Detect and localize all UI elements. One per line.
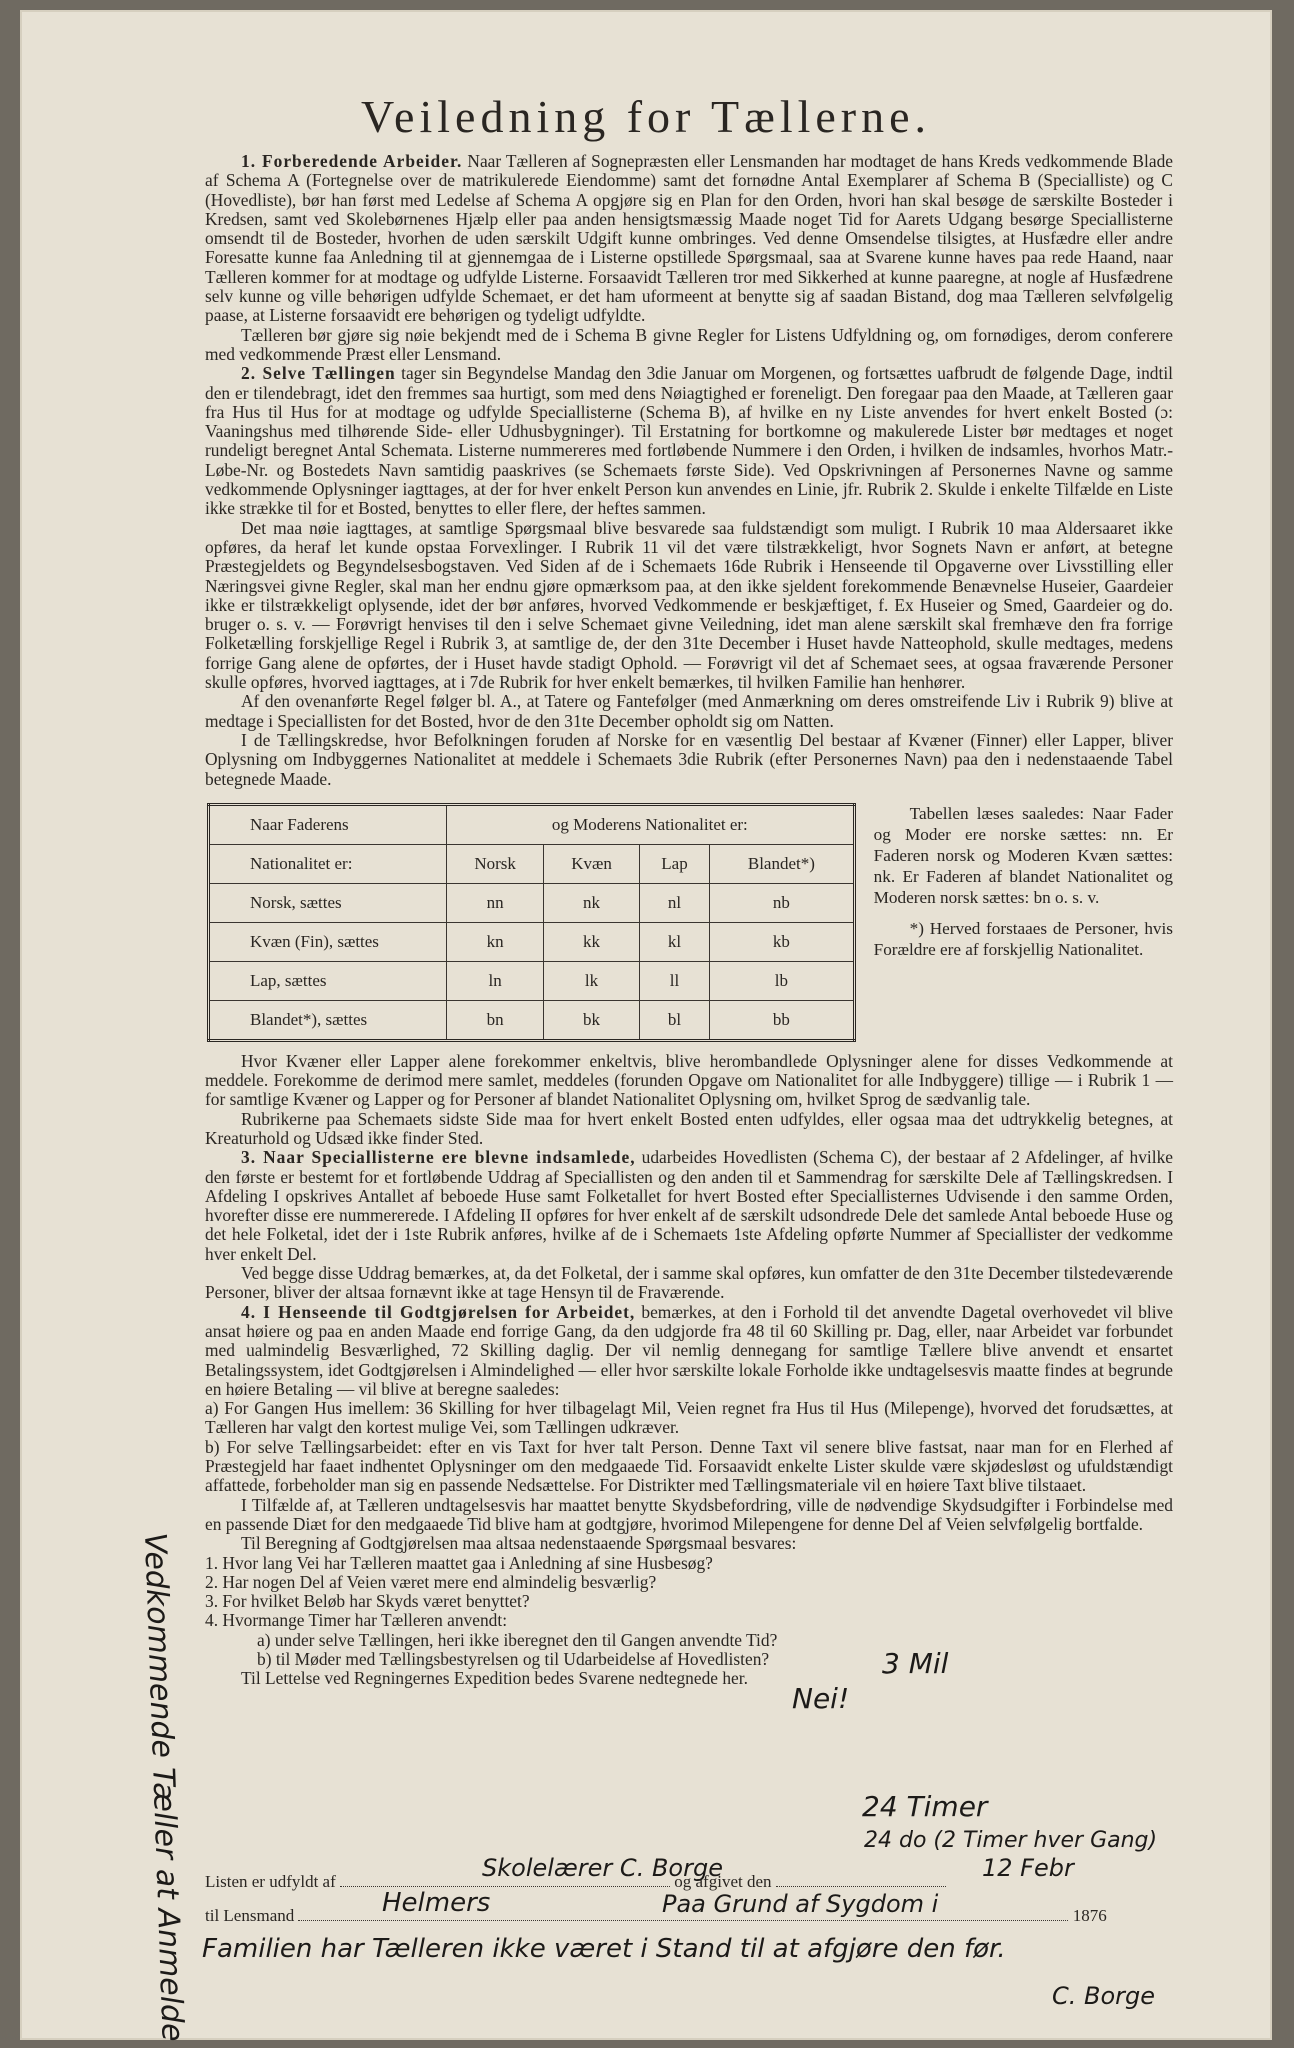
section-2 (205, 364, 1173, 518)
table-cell: kk (544, 922, 640, 961)
question-5: Til Lettelse ved Regningernes Expedition bedes Svarene nedtegnede her. (241, 1668, 748, 1689)
section-2-text2: Det maa nøie iagttages, at samtlige Spørgsmaal blive besvarede saa fuldstændigt som muligt. I Rubrik 10 maa Aldersaaret ikke opføres, da heraf let kunde opstaa Forvexlinger. I Rubrik 11 vil det være tilstrækkeligt, hvor Sognets Navn er anført, at betegne Præstegjeldets og Begyndelsesbogstaven. Ved Siden af de i Schemaets 16de Rubrik i Henseende til Opgaverne over Livsstilling eller Næringsvei givne Regler, skal man her endnu gjøre opmærksom paa, at den ikke sjeldent forekommende Benævnelse Huseier, Gaardeier ikke er tilstrækkeligt oplysende, idet der bør anføres, hvorved Vedkommende er beskjæftiget, f. Ex Huseier og Smed, Gaardeier og do. bruger o. s. v. — Forøvrigt henvises til den i selve Schemaet givne Veiledning, idet man alene særskilt skal fremhæve den fra forrige Folketælling forskjellige Regel i Rubrik 3, at samtlige de, der den 31te December i Huset havde Natteophold, skulle medtages, medens forrige Gang alene de opførtes, der i Huset havde stadigt Ophold. — Forøvrigt vil det af Schemaet sees, at ogsaa fraværende Personer skulle opføres, hvorved iagttages, at i 7de Rubrik for hver enkelt bemærkes, til hvilken Familie han henhører. (205, 517, 1173, 693)
table-mother-header: og Moderens Nationalitet er: (447, 804, 855, 844)
table-corner-2: Nationalitet er: (209, 844, 447, 883)
section-4-text2: I Tilfælde af, at Tælleren undtagelsesvis har maattet benytte Skydsbefordring, ville de nødvendige Skydsudgifter i Forbindelse med en passende Diæt for den medgaaede Tid blive ham at godtgjøre, hvorimod Milepengene for denne Del af Veien selvfølgelig bortfalde. (205, 1494, 1173, 1534)
table-cell: kl (639, 922, 709, 961)
section-1 (205, 152, 1173, 326)
table-row (209, 961, 855, 1000)
table-cell: ln (447, 961, 544, 1000)
date-line (776, 1886, 946, 1887)
section-3-text: udarbeides Hovedlisten (Schema C), der bestaar af 2 Afdelinger, af hvilke den første er bestemt for et fortløbende Uddrag af Speciallisten og den anden til et Sammendrag for særskilte Dele af Tællingskredsen. I Afdeling I opskrives Antallet af beboede Huse samt Folketallet for hvert Bosted efter Speciallisternes Udvisende i den samme Orden, hvorefter disse ere nummererede. I Afdeling II opføres for hver enkelt af de særskilt udsondrede Dele det samlede Antal beboede Huse og det hele Folketal, idet der i 1ste Rubrik anføres, hvilke af de i Schemaets 1ste Afdeling opførte Nummer af Speciallister der vedkomme hver enkelt Del. (205, 1147, 1173, 1264)
filled-by-label: Listen er udfyldt af (205, 1872, 336, 1891)
census-instruction-page (22, 12, 1270, 2043)
note-line-1: Paa Grund af Sygdom i (662, 1890, 939, 1918)
filled-by-line (340, 1886, 670, 1887)
row-label: Blandet*), sættes (209, 1000, 447, 1040)
table-cell: kb (710, 922, 855, 961)
signature: C. Borge (1052, 1982, 1156, 2010)
after-table-p2: Rubrikerne paa Schemaets sidste Side maa for hvert enkelt Bosted enten udfyldes, eller ogsaa maa det udtrykkelig betegnes, at Kreaturhold og Udsæd ikke finder Sted. (205, 1108, 1173, 1148)
table-cell: bl (639, 1000, 709, 1040)
section-2-text3: Af den ovenanførte Regel følger bl. A., at Tatere og Fantefølger (med Anmærkning om deres omstreifende Liv i Rubrik 9) blive at medtage i Speciallisten for det Bosted, hvor de den 31te December opholdt sig om Natten. (205, 691, 1173, 731)
question-4b: b) til Møder med Tællingsbestyrelsen og til Udarbeidelse af Hovedlisten? (257, 1649, 770, 1669)
section-3-text2: Ved begge disse Uddrag bemærkes, at, da det Folketal, der i samme skal opføres, kun omfatter de den 31te December tilstedeværende Personer, bliver der altsaa fornævnt ikke at tage Hensyn til de Fraværende. (205, 1263, 1173, 1303)
table-cell: nn (447, 883, 544, 922)
section-3 (205, 1148, 1173, 1264)
table-cell: lb (710, 961, 855, 1000)
question-4a: a) under selve Tællingen, heri ikke iberegnet den til Gangen anvendte Tid? (257, 1629, 778, 1650)
row-label: Norsk, sættes (209, 883, 447, 922)
question-1: 1. Hvor lang Vei har Tælleren maattet gaa i Anledning af sine Husbesøg? (205, 1552, 713, 1573)
table-cell: bk (544, 1000, 640, 1040)
table-cell: ll (639, 961, 709, 1000)
delivered-label: og afgivet den (674, 1872, 772, 1891)
lensmand-line (298, 1920, 1068, 1921)
col-header: Norsk (447, 844, 544, 883)
after-table-p1: Hvor Kvæner eller Lapper alene forekommer enkeltvis, blive herombandlede Oplysninger alene for disses Vedkommende at meddele. Forekomme de derimod mere samlet, meddeles (forunden Opgave om Nationalitet for alle Indbyggere) tillige — i Rubrik 1 — for samtlige Kvæner og Lapper og for Personer af blandet Nationalitet Oplysning om, hvilket Sprog de sædvanlig tale. (205, 1050, 1173, 1110)
date-handwriting: 12 Febr (982, 1854, 1074, 1882)
rate-b: b) For selve Tællingsarbeidet: efter en vis Taxt for hver talt Person. Denne Taxt vil senere blive fastsat, naar man for en Flerhed af Præstegjeld har faaet indhentet Oplysninger om den medgaaede Tid. Forsaavidt enkelte Lister skulde være skjødesløst og ufuldstændigt affattede, forbeholder man sig en passende Nedsættelse. For Distrikter med Tællingsmateriale vil en høiere Taxt blive tilstaaet. (205, 1436, 1173, 1496)
note-line-2: Familien har Tælleren ikke været i Stand til at afgjøre den før. (202, 1934, 1006, 1964)
section-2-text: tager sin Begyndelse Mandag den 3die Januar om Morgenen, og fortsættes uafbrudt de følgende Dage, indtil den er tilendebragt, idet den fremmes saa hurtigt, som med dens Nøiagtighed er foreneligt. Den foregaar paa den Maade, at Tælleren gaar fra Hus til Hus for at modtage og udfylde Speciallisterne (Schema B), af hvilke en ny Liste anvendes for hvert enkelt Bosted (ɔ: Vaaningshus med tilhørende Side- eller Udhusbygninger). Til Erstatning for bortkomne og makulerede Lister bør medtages et noget rundeligt beregnet Antal Schemata. Listerne nummereres med fortløbende Nummere i den Orden, i hvilken de indsamles, hvorhos Matr.-Løbe-Nr. og Bostedets Navn samtidig paaskrives (se Schemaets første Side). Ved Opskrivningen af Personernes Navne og samme vedkommende Oplysninger iagttages, at der for hver enkelt Person kun anvendes en Linie, jfr. Rubrik 2. Skulde i enkelte Tilfælde en Liste ikke strække til for et Bosted, benyttes to eller flere, der heftes sammen. (205, 363, 1173, 519)
section-2-text4: I de Tællingskredse, hvor Befolkningen foruden af Norske for en væsentlig Del bestaar af Kvæner (Finner) eller Lapper, bliver Oplysning om Indbyggernes Nationalitet at meddele i Schemaets 3die Rubrik (efter Personernes Navn) paa den i nedenstaaende Tabel betegnede Maade. (205, 729, 1173, 789)
instruction-body (205, 152, 1173, 1689)
table-cell: bn (447, 1000, 544, 1040)
answer-4b-handwriting: 24 do (2 Timer hver Gang) (864, 1828, 1158, 1853)
section-4-heading: 4. I Henseende til Godtgjørelsen for Arbeidet, (241, 1301, 636, 1322)
table-row (209, 1000, 855, 1040)
question-4: 4. Hvormange Timer har Tælleren anvendt: (205, 1610, 508, 1631)
page-title: Veiledning for Tællerne. (360, 91, 932, 142)
table-cell: lk (544, 961, 640, 1000)
margin-note: Vedkommende Tæller at Anmelde (137, 1532, 190, 2043)
section-4-text3: Til Beregning af Godtgjørelsen maa altsaa nedenstaaende Spørgsmaal besvares: (241, 1533, 797, 1554)
row-label: Kvæn (Fin), sættes (209, 922, 447, 961)
table-corner (209, 804, 447, 844)
filled-by-handwriting: Skolelærer C. Borge (482, 1854, 723, 1882)
col-header: Blandet*) (710, 844, 855, 883)
margin-handwriting (62, 1532, 192, 2043)
col-header: Lap (639, 844, 709, 883)
section-4 (205, 1303, 1173, 1399)
table-note: Tabellen læses saaledes: Naar Fader og Moder ere norske sættes: nn. Er Faderen norsk og Moderen Kvæn sættes: nk. Er Faderen af blandet Nationalitet og Moderen norsk sættes: bn o. s. v. (873, 803, 1173, 907)
nationality-table (207, 803, 856, 1042)
answer-4a-handwriting: 24 Timer (862, 1790, 988, 1823)
col-header: Kvæn (544, 844, 640, 883)
section-2-heading: 2. Selve Tællingen (241, 363, 396, 384)
table-cell: nk (544, 883, 640, 922)
section-4-text: bemærkes, at den i Forhold til det anvendte Dagetal overhovedet vil blive ansat høiere og paa en anden Maade end forrige Gang, da den udgjorde fra 48 til 60 Skilling pr. Dag, eller, naar Arbeidet var forbundet med ualmindelig Besværlighed, 72 Skilling daglig. Der vil nemlig dennegang for samtlige Tællere blive anvendt et ensartet Betalingssystem, idet Godtgjørelsen i Almindelighed — eller hvor særskilte lokale Forholde ikke undtagelsesvis maatte findes at begrunde en høiere Betaling — vil blive at beregne saaledes: (205, 1301, 1173, 1399)
table-cell: nb (710, 883, 855, 922)
question-2: 2. Har nogen Del af Veien været mere end almindelig besværlig? (205, 1571, 657, 1592)
lensmand-label: til Lensmand (205, 1906, 295, 1925)
question-3: 3. For hvilket Beløb har Skyds været benyttet? (205, 1591, 530, 1612)
section-1-text2: Tælleren bør gjøre sig nøie bekjendt med de i Schema B givne Regler for Listens Udfyldning og, om fornødiges, derom conferere med vedkommende Præst eller Lensmand. (205, 324, 1173, 364)
year-label: 1876 (1072, 1906, 1107, 1925)
corner-line-1: Naar Faderens (250, 815, 349, 835)
answer-1-handwriting: 3 Mil (882, 1647, 949, 1680)
table-row (209, 922, 855, 961)
table-cell: nl (639, 883, 709, 922)
section-3-heading: 3. Naar Speciallisterne ere blevne indsamlede, (241, 1147, 636, 1168)
table-cell: kn (447, 922, 544, 961)
rate-a: a) For Gangen Hus imellem: 36 Skilling for hver tilbagelagt Mil, Veien regnet fra Hus til Hus (Milepenge), hvorved det forudsættes, at Tælleren har valgt den kortest mulige Vei, som Tællingen udkræver. (205, 1398, 1173, 1438)
section-1-heading: 1. Forberedende Arbeider. (241, 151, 463, 171)
lensmand-handwriting: Helmers (382, 1888, 491, 1918)
table-cell: bb (710, 1000, 855, 1040)
table-row (209, 883, 855, 922)
row-label: Lap, sættes (209, 961, 447, 1000)
table-explanation (874, 803, 1173, 1042)
table-footnote: *) Herved forstaaes de Personer, hvis Forældre ere af forskjellig Nationalitet. (873, 918, 1173, 959)
answer-2-handwriting: Nei! (792, 1682, 850, 1715)
section-1-text: Naar Tælleren af Sognepræsten eller Lensmanden har modtaget de hans Kreds vedkommende Blade af Schema A (Fortegnelse over de matrikulerede Eiendomme) samt det fornødne Antal Exemplarer af Schema B (Specialliste) og C (Hovedliste), bør han først med Ledelse af Schema A opgjøre sig en Plan for den Orden, hvori han skal besøge de særskilte Bosteder i Kredsen, samt ved Skolebørnenes Hjælp eller paa anden hensigtsmæssig Maade noget Tid for Aarets Udgang besørge Speciallisterne omsendt til de Bosteder, hvorhen de uden særskilt Udgift kunne ombringes. Ved denne Omsendelse tilsigtes, at Husfædre eller andre Foresatte kunne faa Anledning til at gjennemgaa de i Listerne opstillede Spørgsmaal, saa at Svarene kunne haves paa rede Haand, naar Tælleren kommer for at modtage og udfylde Listerne. Forsaavidt Tælleren tror med Sikkerhed at kunne paaregne, at nogle af Husfædrene selv kunne og ville behørigen udfylde Schemaet, er det ham uformeent at benytte sig af saadan Bistand, dog maa Tælleren selvfølgelig paase, at Listerne forsaavidt ere behørigen og tydeligt udfyldte. (205, 151, 1173, 326)
nationality-block (207, 803, 1173, 1042)
